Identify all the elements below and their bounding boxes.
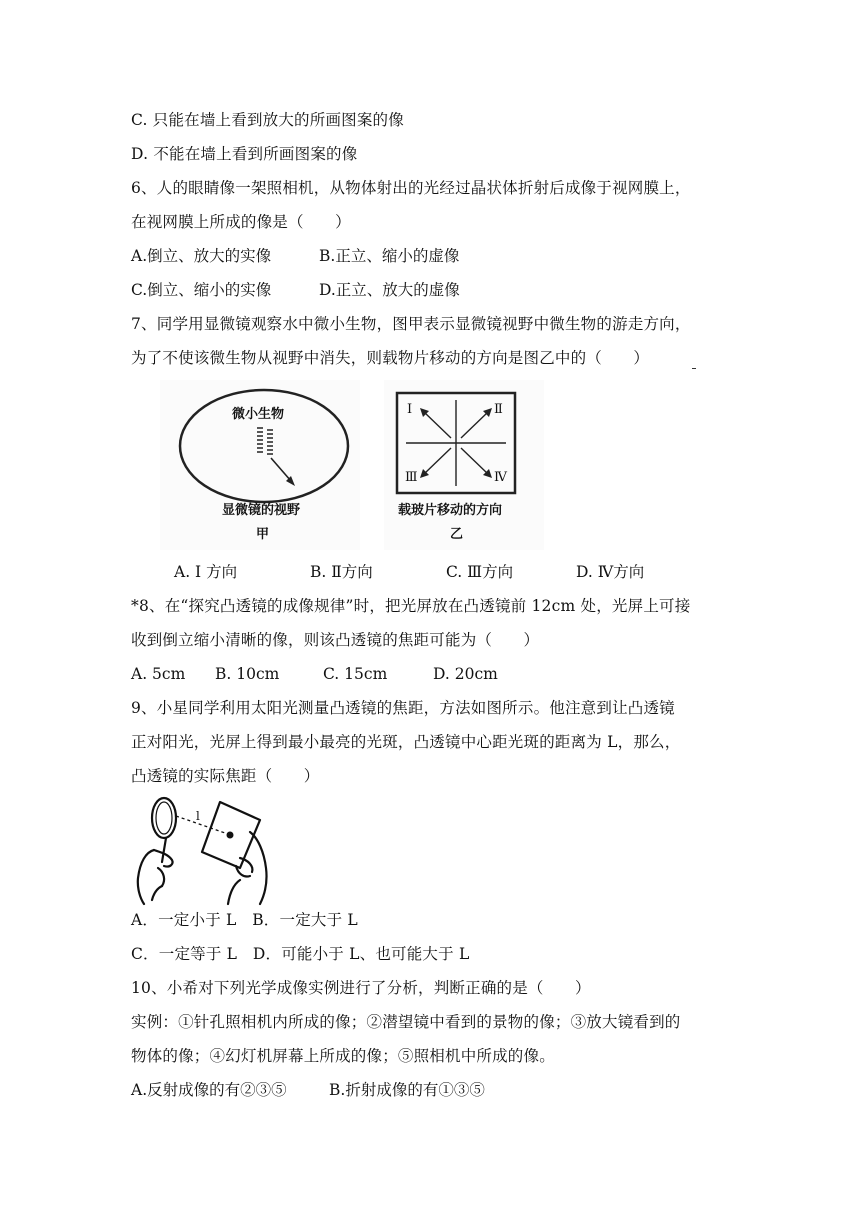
focal-length-dash [176,816,228,834]
q7-figure-yi [384,380,544,550]
dir-3-label: Ⅲ [405,470,418,485]
q6-stem-line2: 在视网膜上所成的像是（ ） [131,213,351,231]
figure-jia-caption: 显微镜的视野 [222,503,301,518]
q6-option-c: C.倒立、缩小的实像 [131,281,272,299]
q10-option-a: A.反射成像的有②③⑤ [131,1081,287,1099]
dir-4-label: Ⅳ [494,470,507,485]
q9-options-line1: A．一定小于 L B．一定大于 L [131,911,358,929]
q9-figure [128,792,288,907]
dir-1-label: Ⅰ [407,402,413,417]
q6-option-a: A.倒立、放大的实像 [131,247,272,265]
q5-option-d: D. 不能在墙上看到所画图案的像 [131,145,358,163]
organism-label: 微小生物 [232,407,285,422]
figure-yi-sub: 乙 [450,527,464,542]
q7-option-b: B. Ⅱ方向 [310,563,373,581]
q8-option-a: A. 5cm [131,665,186,683]
q10-option-b: B.折射成像的有①③⑤ [329,1081,485,1099]
q10-stem-line1: 10、小希对下列光学成像实例进行了分析，判断正确的是（ ） [131,979,591,997]
q9-options-line2: C．一定等于 L D．可能小于 L、也可能大于 L [131,945,470,963]
q6-stem-line1: 6、人的眼睛像一架照相机，从物体射出的光经过晶状体折射后成像于视网膜上， [131,179,691,197]
q9-stem-line3: 凸透镜的实际焦距（ ） [131,767,320,785]
q10-stem-line3: 物体的像；④幻灯机屏幕上所成的像；⑤照相机中所成的像。 [131,1047,555,1065]
q6-option-d: D.正立、放大的虚像 [319,281,460,299]
stray-mark [692,368,696,369]
q7-option-c: C. Ⅲ方向 [446,563,514,581]
q5-option-c: C. 只能在墙上看到放大的所画图案的像 [131,111,404,129]
q8-option-b: B. 10cm [215,665,280,683]
q8-stem-line1: *8、在“探究凸透镜的成像规律”时，把光屏放在凸透镜前 12cm 处，光屏上可接 [131,597,691,615]
q7-option-a: A. I 方向 [174,563,238,581]
q7-option-d: D. Ⅳ方向 [576,563,645,581]
dir-2-label: Ⅱ [494,402,503,417]
q7-stem-line2: 为了不使该微生物从视野中消失，则载物片移动的方向是图乙中的（ ） [131,349,650,367]
figure-yi-caption: 载玻片移动的方向 [398,503,503,518]
q8-option-d: D. 20cm [433,665,498,683]
q7-stem-line1: 7、同学用显微镜观察水中微小生物，图甲表示显微镜视野中微生物的游走方向， [131,315,691,333]
q10-stem-line2: 实例：①针孔照相机内所成的像；②潜望镜中看到的景物的像；③放大镜看到的 [131,1013,681,1031]
focal-length-label: l [196,809,200,823]
q9-stem-line2: 正对阳光，光屏上得到最小最亮的光斑，凸透镜中心距光斑的距离为 L，那么， [131,733,681,751]
q6-option-b: B.正立、缩小的虚像 [319,247,460,265]
figure-jia-sub: 甲 [256,527,270,542]
q9-stem-line1: 9、小星同学利用太阳光测量凸透镜的焦距，方法如图所示。他注意到让凸透镜 [131,699,675,717]
q8-option-c: C. 15cm [323,665,388,683]
q7-figure-jia [160,380,360,550]
light-spot [227,832,234,839]
q8-stem-line2: 收到倒立缩小清晰的像，则该凸透镜的焦距可能为（ ） [131,631,540,649]
